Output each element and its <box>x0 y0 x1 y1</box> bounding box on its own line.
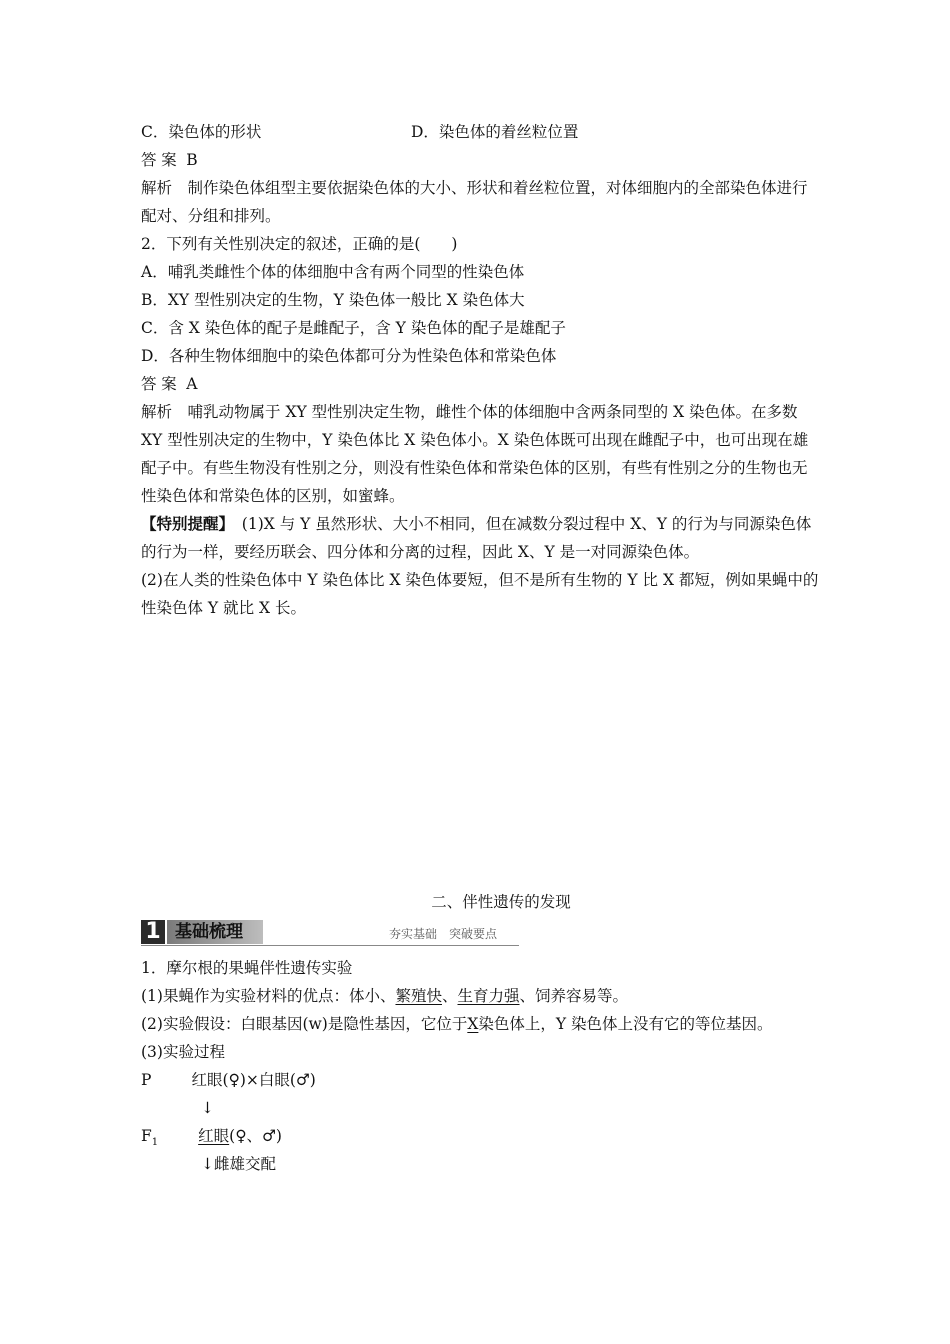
q2-option-d: D．各种生物体细胞中的染色体都可分为性染色体和常染色体 <box>141 347 557 365</box>
q2-option-b: B．XY 型性别决定的生物，Y 染色体一般比 X 染色体大 <box>141 291 525 309</box>
banner-rule <box>141 945 519 946</box>
blank-answer: 生育力强 <box>457 987 520 1005</box>
blank-answer: X <box>467 1015 479 1033</box>
banner-subtitle: 夯实基础 突破要点 <box>389 927 498 941</box>
document-page <box>141 118 821 1178</box>
mating-arrow: ↓雌雄交配 <box>201 1155 276 1173</box>
banner-title: 基础梳理 <box>175 922 243 942</box>
item1-sub3: (3)实验过程 <box>141 1043 225 1061</box>
cross-p-generation <box>141 1066 821 1094</box>
section-banner <box>141 918 519 948</box>
text-segment: F <box>141 1127 152 1145</box>
note-p2: (2)在人类的性染色体中 Y 染色体比 X 染色体要短，但不是所有生物的 Y 比 X 都短，例如果蝇中的性染色体 Y 就比 X 长。 <box>141 571 819 617</box>
q1-options-cd <box>141 118 821 146</box>
page-gap <box>141 622 821 888</box>
answer-label: 答案 <box>141 375 182 393</box>
q2-stem: 2．下列有关性别决定的叙述，正确的是( ) <box>141 235 458 253</box>
item1-sub2 <box>141 1010 821 1038</box>
subscript: 1 <box>151 1137 159 1149</box>
section-title: 二、伴性遗传的发现 <box>431 893 571 911</box>
q2-answer <box>141 370 821 398</box>
analysis-text: 哺乳动物属于 XY 型性别决定生物，雌性个体的体细胞中含两条同型的 X 染色体。在多数 XY 型性别决定的生物中，Y 染色体比 X 染色体小。X 染色体既可出现在雌配子中，也可出现在雄配子中。有些生物没有性别之分，则没有性染色体和常染色体的区别，有些有性别之分的生物也无性染色体和常染色体的区别，如蜜蜂。 <box>141 403 809 505</box>
text-segment: 、饲养容易等。 <box>519 987 629 1005</box>
analysis-text: 制作染色体组型主要依据染色体的大小、形状和着丝粒位置，对体细胞内的全部染色体进行配对、分组和排列。 <box>141 179 808 225</box>
text-segment: (♀、♂) <box>229 1127 282 1145</box>
q1-option-c: C．染色体的形状 <box>141 123 262 141</box>
banner-number: 1 <box>141 920 165 944</box>
note-p1: (1)X 与 Y 虽然形状、大小不相同，但在减数分裂过程中 X、Y 的行为与同源染色体的行为一样，要经历联会、四分体和分离的过程，因此 X、Y 是一对同源染色体。 <box>141 515 812 561</box>
text-segment: 染色体上，Y 染色体上没有它的等位基因。 <box>478 1015 773 1033</box>
blank-answer: 繁殖快 <box>395 987 442 1005</box>
down-arrow-icon: ↓ <box>201 1099 214 1117</box>
cross-f1-generation <box>141 1122 821 1150</box>
q1-option-d: D．染色体的着丝粒位置 <box>411 123 579 141</box>
q2-option-c: C．含 X 染色体的配子是雌配子，含 Y 染色体的配子是雄配子 <box>141 319 566 337</box>
generation-label <box>141 1127 159 1149</box>
q2-analysis <box>141 398 821 510</box>
item1-sub1 <box>141 982 821 1010</box>
cross-text: 红眼(♀)×白眼(♂) <box>191 1071 316 1089</box>
text-segment: (1)果蝇作为实验材料的优点：体小、 <box>141 987 396 1005</box>
analysis-label: 解析 <box>141 179 173 197</box>
answer-label: 答案 <box>141 151 182 169</box>
analysis-label: 解析 <box>141 403 173 421</box>
text-segment: 、 <box>441 987 458 1005</box>
note-label: 【特别提醒】 <box>141 514 227 533</box>
blank-answer: 红眼 <box>198 1127 230 1145</box>
generation-label: P <box>141 1071 152 1089</box>
answer-value: A <box>186 375 198 393</box>
answer-value: B <box>186 151 198 169</box>
item1-heading: 1．摩尔根的果蝇伴性遗传实验 <box>141 959 353 977</box>
text-segment: (2)实验假设：白眼基因(w)是隐性基因，它位于 <box>141 1015 468 1033</box>
q2-option-a: A．哺乳类雌性个体的体细胞中含有两个同型的性染色体 <box>141 263 525 281</box>
special-note <box>141 510 821 566</box>
q1-analysis <box>141 174 821 230</box>
q1-answer <box>141 146 821 174</box>
